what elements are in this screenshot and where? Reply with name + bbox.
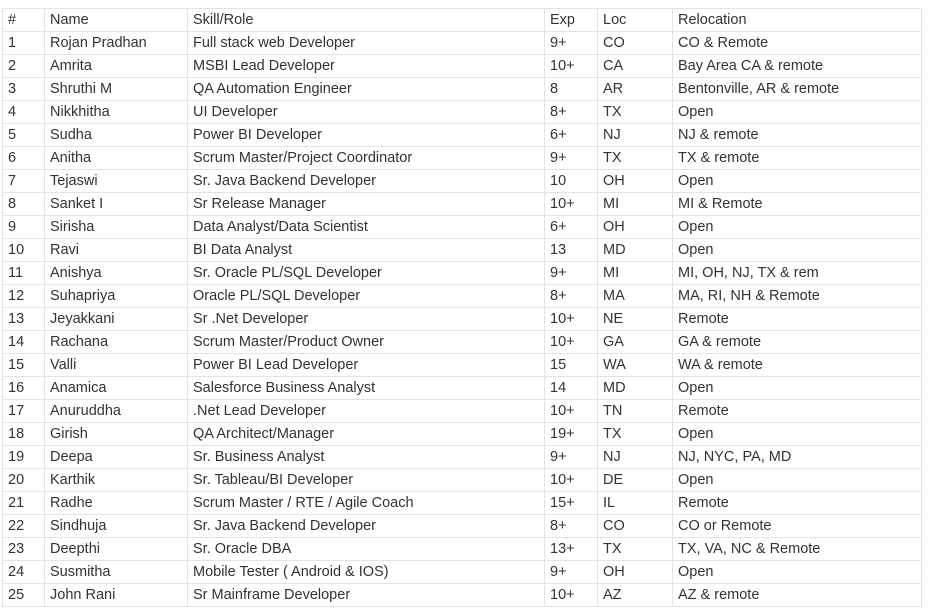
cell-relocation[interactable]: Open: [673, 239, 922, 262]
cell-loc[interactable]: MD: [598, 377, 673, 400]
cell-number[interactable]: 25: [3, 584, 45, 607]
cell-name[interactable]: Anamica: [45, 377, 188, 400]
cell-exp[interactable]: 8+: [545, 285, 598, 308]
cell-relocation[interactable]: NJ & remote: [673, 124, 922, 147]
cell-number[interactable]: 13: [3, 308, 45, 331]
table-body: [3, 32, 922, 607]
header-cell-skill-role[interactable]: Skill/Role: [188, 9, 545, 32]
cell-exp[interactable]: 10+: [545, 55, 598, 78]
cell-relocation[interactable]: Open: [673, 469, 922, 492]
cell-name[interactable]: Rachana: [45, 331, 188, 354]
table-row: [3, 561, 922, 584]
cell-name[interactable]: Anuruddha: [45, 400, 188, 423]
table-row: [3, 492, 922, 515]
cell-relocation[interactable]: Remote: [673, 308, 922, 331]
cell-relocation[interactable]: Open: [673, 101, 922, 124]
cell-name[interactable]: Shruthi M: [45, 78, 188, 101]
cell-name[interactable]: Sirisha: [45, 216, 188, 239]
cell-number[interactable]: 16: [3, 377, 45, 400]
cell-relocation[interactable]: WA & remote: [673, 354, 922, 377]
table-row: [3, 147, 922, 170]
cell-loc[interactable]: CA: [598, 55, 673, 78]
cell-exp[interactable]: 10+: [545, 193, 598, 216]
cell-loc[interactable]: MA: [598, 285, 673, 308]
table-row: [3, 446, 922, 469]
cell-relocation[interactable]: NJ, NYC, PA, MD: [673, 446, 922, 469]
cell-relocation[interactable]: GA & remote: [673, 331, 922, 354]
cell-name[interactable]: Amrita: [45, 55, 188, 78]
cell-exp[interactable]: 10+: [545, 400, 598, 423]
cell-skill-role[interactable]: Sr .Net Developer: [188, 308, 545, 331]
cell-skill-role[interactable]: UI Developer: [188, 101, 545, 124]
cell-name[interactable]: Sindhuja: [45, 515, 188, 538]
table-row: [3, 55, 922, 78]
cell-exp[interactable]: 14: [545, 377, 598, 400]
cell-relocation[interactable]: CO or Remote: [673, 515, 922, 538]
cell-skill-role[interactable]: Power BI Developer: [188, 124, 545, 147]
cell-skill-role[interactable]: Data Analyst/Data Scientist: [188, 216, 545, 239]
cell-skill-role[interactable]: Full stack web Developer: [188, 32, 545, 55]
cell-loc[interactable]: NE: [598, 308, 673, 331]
cell-loc[interactable]: NJ: [598, 124, 673, 147]
table-row: [3, 308, 922, 331]
cell-relocation[interactable]: TX & remote: [673, 147, 922, 170]
cell-number[interactable]: 2: [3, 55, 45, 78]
table-row: [3, 193, 922, 216]
cell-name[interactable]: Radhe: [45, 492, 188, 515]
cell-number[interactable]: 8: [3, 193, 45, 216]
cell-loc[interactable]: CO: [598, 515, 673, 538]
cell-loc[interactable]: TX: [598, 101, 673, 124]
cell-skill-role[interactable]: Oracle PL/SQL Developer: [188, 285, 545, 308]
cell-skill-role[interactable]: Scrum Master/Project Coordinator: [188, 147, 545, 170]
cell-name[interactable]: Ravi: [45, 239, 188, 262]
table-row: [3, 423, 922, 446]
cell-exp[interactable]: 9+: [545, 262, 598, 285]
cell-skill-role[interactable]: Sr. Tableau/BI Developer: [188, 469, 545, 492]
cell-loc[interactable]: MI: [598, 193, 673, 216]
cell-exp[interactable]: 9+: [545, 32, 598, 55]
table-row: [3, 469, 922, 492]
table-row: [3, 239, 922, 262]
cell-loc[interactable]: TX: [598, 423, 673, 446]
cell-exp[interactable]: 13: [545, 239, 598, 262]
cell-number[interactable]: 7: [3, 170, 45, 193]
cell-name[interactable]: Girish: [45, 423, 188, 446]
table-row: [3, 584, 922, 607]
cell-number[interactable]: 18: [3, 423, 45, 446]
cell-relocation[interactable]: Open: [673, 216, 922, 239]
header-cell-relocation[interactable]: Relocation: [673, 9, 922, 32]
cell-number[interactable]: 22: [3, 515, 45, 538]
cell-name[interactable]: Valli: [45, 354, 188, 377]
cell-relocation[interactable]: Remote: [673, 492, 922, 515]
table-row: [3, 538, 922, 561]
cell-exp[interactable]: 15+: [545, 492, 598, 515]
cell-number[interactable]: 12: [3, 285, 45, 308]
table-row: [3, 262, 922, 285]
cell-skill-role[interactable]: Mobile Tester ( Android & IOS): [188, 561, 545, 584]
cell-loc[interactable]: GA: [598, 331, 673, 354]
cell-skill-role[interactable]: Sr. Java Backend Developer: [188, 170, 545, 193]
table-row: [3, 78, 922, 101]
cell-exp[interactable]: 10+: [545, 331, 598, 354]
cell-loc[interactable]: TX: [598, 538, 673, 561]
cell-relocation[interactable]: MA, RI, NH & Remote: [673, 285, 922, 308]
cell-exp[interactable]: 8+: [545, 101, 598, 124]
cell-name[interactable]: Nikkhitha: [45, 101, 188, 124]
table-row: [3, 124, 922, 147]
cell-name[interactable]: Sudha: [45, 124, 188, 147]
cell-exp[interactable]: 8: [545, 78, 598, 101]
cell-loc[interactable]: TN: [598, 400, 673, 423]
cell-name[interactable]: Deepa: [45, 446, 188, 469]
cell-name[interactable]: Suhapriya: [45, 285, 188, 308]
table-row: [3, 285, 922, 308]
cell-number[interactable]: 24: [3, 561, 45, 584]
table-row: [3, 32, 922, 55]
cell-name[interactable]: Tejaswi: [45, 170, 188, 193]
cell-exp[interactable]: 10+: [545, 308, 598, 331]
cell-name[interactable]: Rojan Pradhan: [45, 32, 188, 55]
header-cell-number[interactable]: #: [3, 9, 45, 32]
cell-exp[interactable]: 6+: [545, 124, 598, 147]
cell-relocation[interactable]: Remote: [673, 400, 922, 423]
cell-number[interactable]: 23: [3, 538, 45, 561]
cell-number[interactable]: 11: [3, 262, 45, 285]
cell-exp[interactable]: 9+: [545, 147, 598, 170]
cell-exp[interactable]: 9+: [545, 561, 598, 584]
cell-relocation[interactable]: Open: [673, 423, 922, 446]
cell-skill-role[interactable]: Sr. Oracle PL/SQL Developer: [188, 262, 545, 285]
cell-loc[interactable]: AR: [598, 78, 673, 101]
cell-loc[interactable]: NJ: [598, 446, 673, 469]
cell-skill-role[interactable]: Sr Mainframe Developer: [188, 584, 545, 607]
cell-skill-role[interactable]: Power BI Lead Developer: [188, 354, 545, 377]
cell-relocation[interactable]: TX, VA, NC & Remote: [673, 538, 922, 561]
cell-exp[interactable]: 13+: [545, 538, 598, 561]
cell-skill-role[interactable]: QA Architect/Manager: [188, 423, 545, 446]
cell-skill-role[interactable]: Scrum Master/Product Owner: [188, 331, 545, 354]
cell-relocation[interactable]: Bay Area CA & remote: [673, 55, 922, 78]
table-row: [3, 331, 922, 354]
cell-number[interactable]: 9: [3, 216, 45, 239]
cell-name[interactable]: Sanket I: [45, 193, 188, 216]
cell-exp[interactable]: 10: [545, 170, 598, 193]
cell-loc[interactable]: MD: [598, 239, 673, 262]
cell-number[interactable]: 20: [3, 469, 45, 492]
table-row: [3, 377, 922, 400]
cell-relocation[interactable]: AZ & remote: [673, 584, 922, 607]
cell-name[interactable]: Susmitha: [45, 561, 188, 584]
cell-number[interactable]: 5: [3, 124, 45, 147]
table-row: [3, 515, 922, 538]
cell-loc[interactable]: IL: [598, 492, 673, 515]
cell-skill-role[interactable]: MSBI Lead Developer: [188, 55, 545, 78]
cell-relocation[interactable]: Bentonville, AR & remote: [673, 78, 922, 101]
cell-number[interactable]: 14: [3, 331, 45, 354]
cell-skill-role[interactable]: Sr. Business Analyst: [188, 446, 545, 469]
cell-loc[interactable]: OH: [598, 216, 673, 239]
table-row: [3, 170, 922, 193]
header-cell-loc[interactable]: Loc: [598, 9, 673, 32]
cell-skill-role[interactable]: Sr. Java Backend Developer: [188, 515, 545, 538]
table-row: [3, 400, 922, 423]
cell-number[interactable]: 10: [3, 239, 45, 262]
cell-relocation[interactable]: Open: [673, 170, 922, 193]
cell-number[interactable]: 6: [3, 147, 45, 170]
cell-relocation[interactable]: MI, OH, NJ, TX & rem: [673, 262, 922, 285]
cell-name[interactable]: Anitha: [45, 147, 188, 170]
cell-number[interactable]: 3: [3, 78, 45, 101]
cell-skill-role[interactable]: .Net Lead Developer: [188, 400, 545, 423]
cell-name[interactable]: Anishya: [45, 262, 188, 285]
cell-name[interactable]: Jeyakkani: [45, 308, 188, 331]
cell-number[interactable]: 15: [3, 354, 45, 377]
cell-exp[interactable]: 9+: [545, 446, 598, 469]
cell-skill-role[interactable]: Salesforce Business Analyst: [188, 377, 545, 400]
cell-loc[interactable]: TX: [598, 147, 673, 170]
cell-loc[interactable]: MI: [598, 262, 673, 285]
cell-name[interactable]: John Rani: [45, 584, 188, 607]
cell-loc[interactable]: DE: [598, 469, 673, 492]
cell-relocation[interactable]: MI & Remote: [673, 193, 922, 216]
cell-exp[interactable]: 10+: [545, 584, 598, 607]
cell-skill-role[interactable]: Scrum Master / RTE / Agile Coach: [188, 492, 545, 515]
cell-exp[interactable]: 15: [545, 354, 598, 377]
header-row: [3, 9, 922, 32]
cell-number[interactable]: 1: [3, 32, 45, 55]
header-cell-name[interactable]: Name: [45, 9, 188, 32]
table-row: [3, 354, 922, 377]
cell-exp[interactable]: 19+: [545, 423, 598, 446]
cell-skill-role[interactable]: Sr Release Manager: [188, 193, 545, 216]
cell-exp[interactable]: 10+: [545, 469, 598, 492]
cell-loc[interactable]: WA: [598, 354, 673, 377]
cell-relocation[interactable]: CO & Remote: [673, 32, 922, 55]
cell-loc[interactable]: OH: [598, 561, 673, 584]
cell-loc[interactable]: OH: [598, 170, 673, 193]
cell-exp[interactable]: 8+: [545, 515, 598, 538]
cell-exp[interactable]: 6+: [545, 216, 598, 239]
cell-relocation[interactable]: Open: [673, 561, 922, 584]
cell-loc[interactable]: AZ: [598, 584, 673, 607]
cell-skill-role[interactable]: QA Automation Engineer: [188, 78, 545, 101]
cell-skill-role[interactable]: Sr. Oracle DBA: [188, 538, 545, 561]
cell-number[interactable]: 4: [3, 101, 45, 124]
cell-number[interactable]: 19: [3, 446, 45, 469]
cell-skill-role[interactable]: BI Data Analyst: [188, 239, 545, 262]
cell-loc[interactable]: CO: [598, 32, 673, 55]
candidates-table: [2, 8, 922, 607]
cell-name[interactable]: Deepthi: [45, 538, 188, 561]
header-cell-exp[interactable]: Exp: [545, 9, 598, 32]
cell-number[interactable]: 21: [3, 492, 45, 515]
cell-number[interactable]: 17: [3, 400, 45, 423]
cell-name[interactable]: Karthik: [45, 469, 188, 492]
table-row: [3, 101, 922, 124]
table-row: [3, 216, 922, 239]
cell-relocation[interactable]: Open: [673, 377, 922, 400]
